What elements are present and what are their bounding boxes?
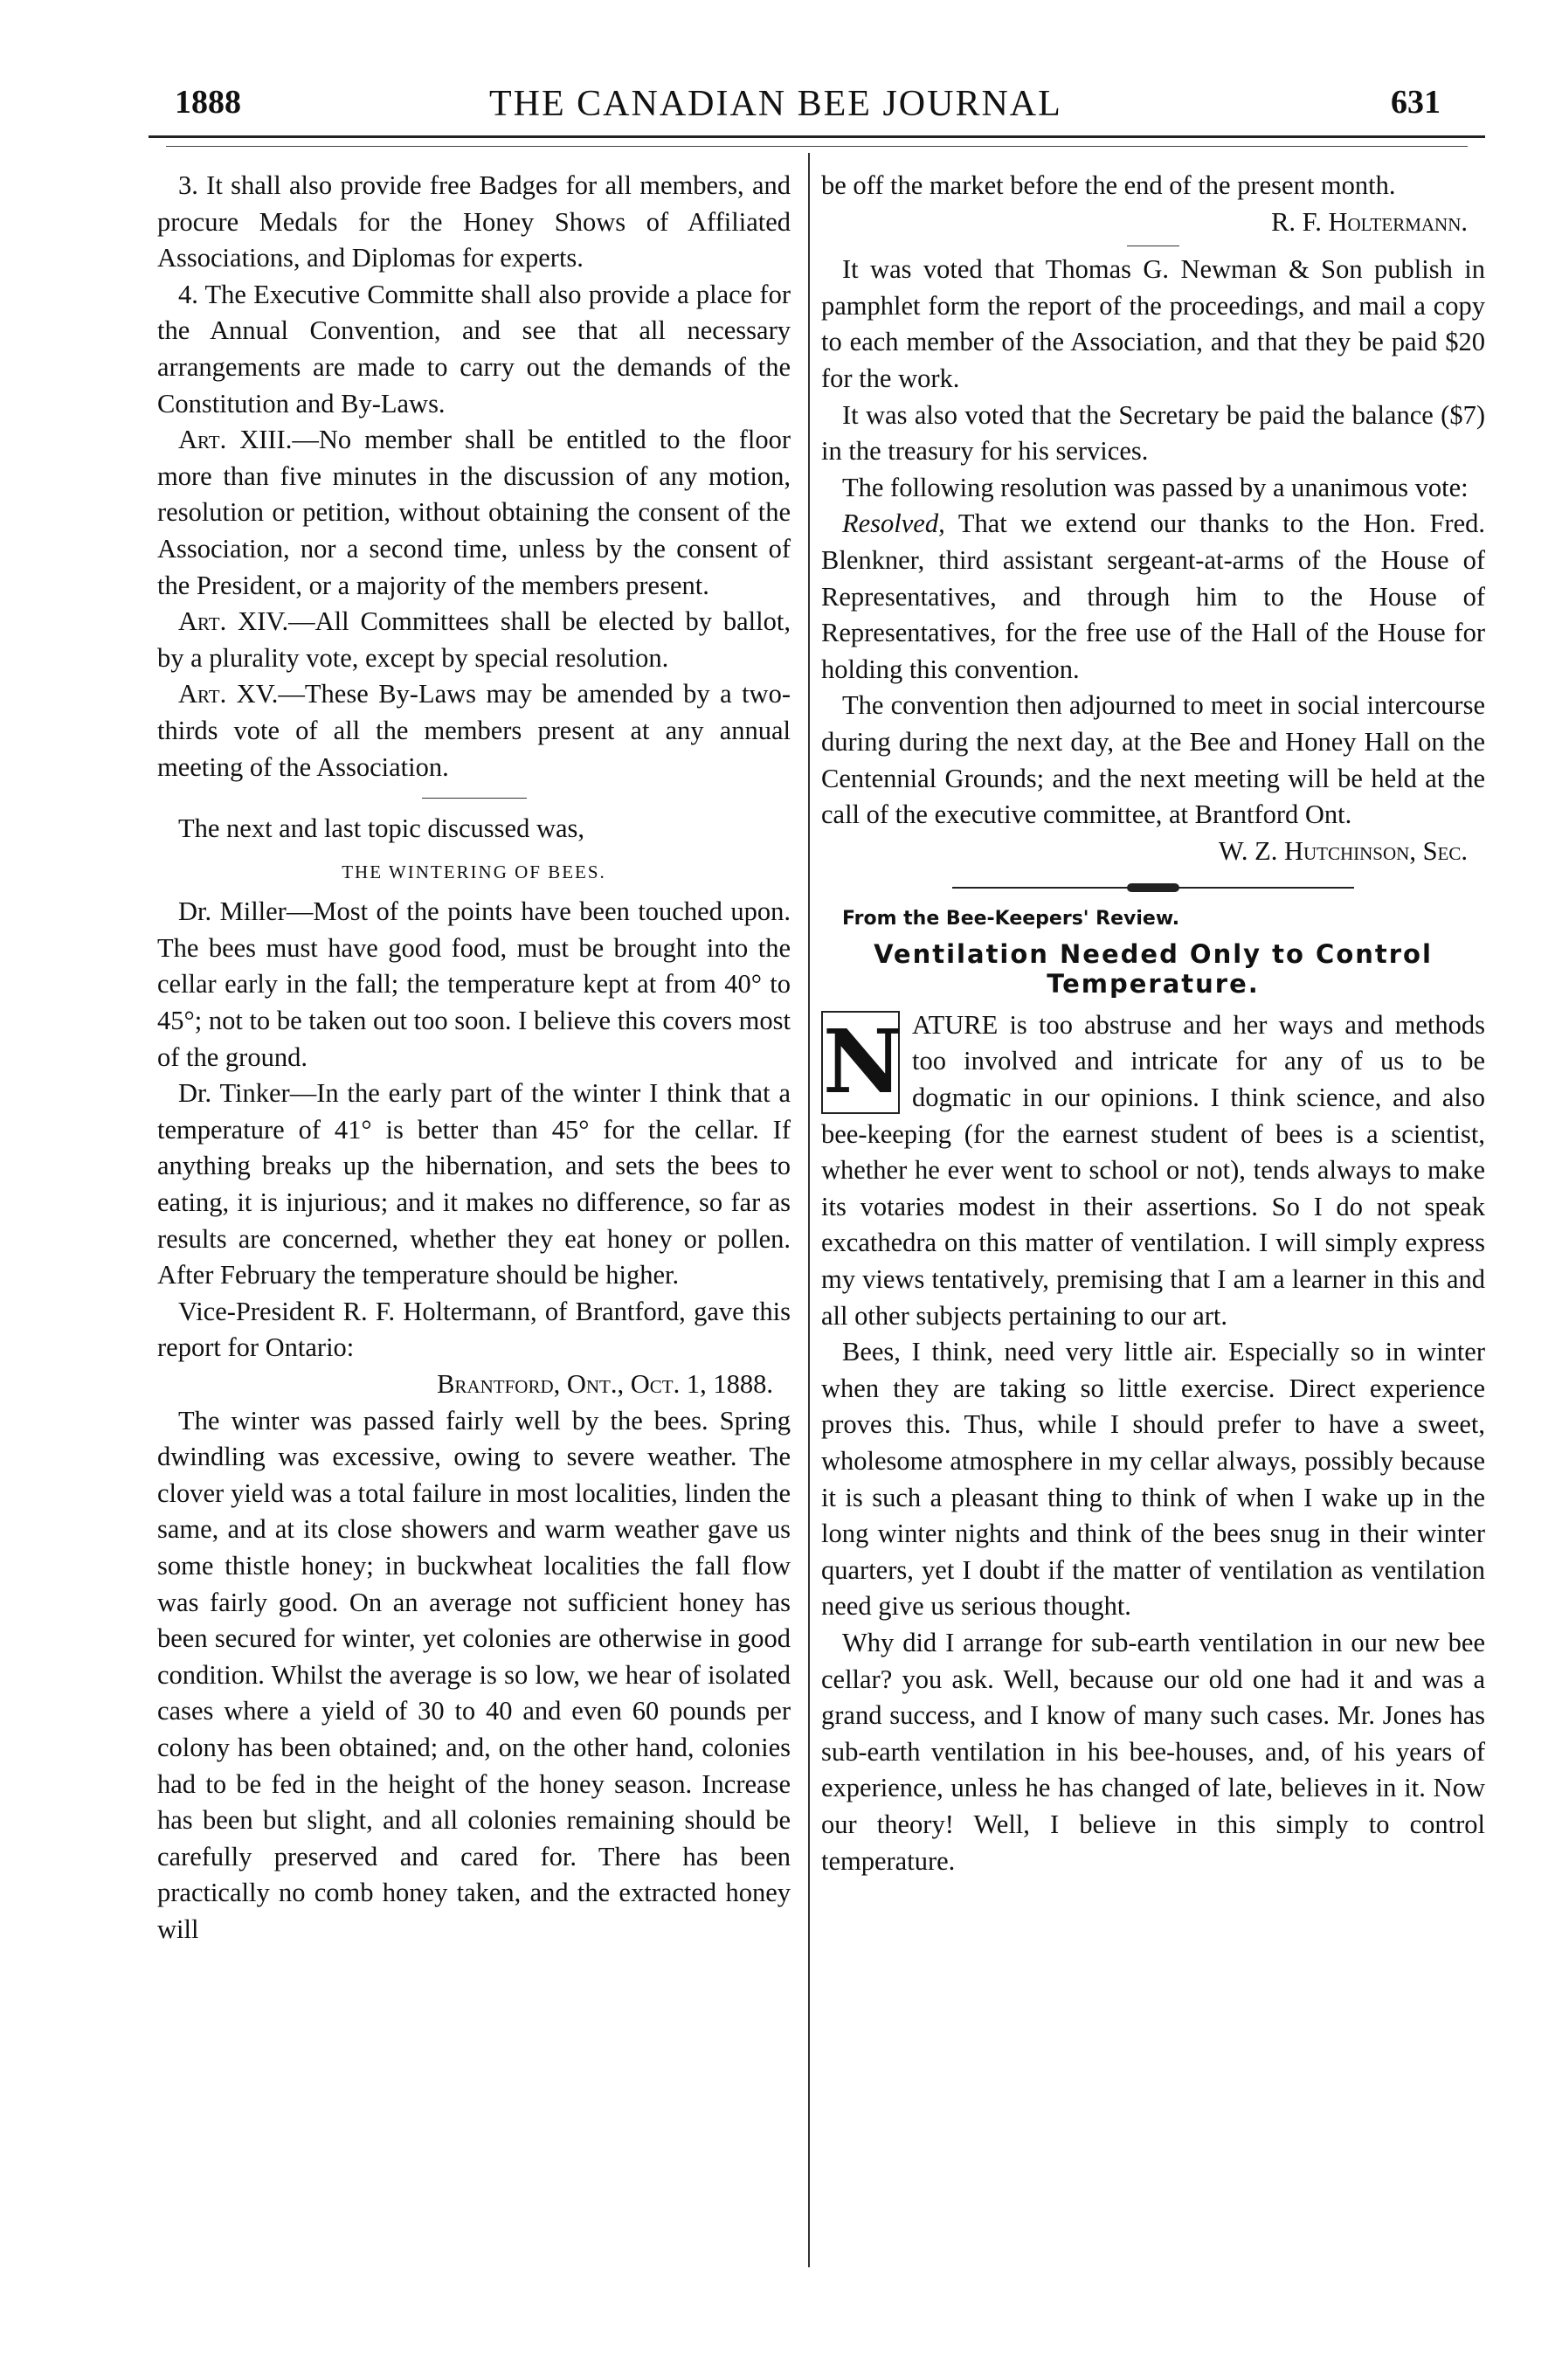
miller-paragraph: Dr. Miller—Most of the points have been touched upon. The bees must have good food, must be brought into the cellar early in the fall; the temperature kept at from 40° to 45°; not to be taken out too soon. I believe this covers most of the ground. <box>157 896 791 1072</box>
adjourned-paragraph: The convention then adjourned to meet in social intercourse during during the next day, at the Bee and Honey Hall on the Centennial Grounds; and the next meeting will be held at the call of the executive committee, at Brantford Ont. <box>821 690 1485 830</box>
section-rule <box>422 798 527 799</box>
wintering-heading: THE WINTERING OF BEES. <box>342 861 606 882</box>
article-13 <box>157 422 791 604</box>
header-rule-thin <box>166 146 1468 147</box>
vice-president-paragraph: Vice-President R. F. Holtermann, of Brantford, gave this report for Ontario: <box>157 1296 791 1363</box>
article-13-label: Art. XIII. <box>178 425 293 455</box>
right-column <box>821 168 1485 1879</box>
signature-hutchinson: W. Z. Hutchinson, Sec. <box>1218 835 1468 866</box>
bees-air-paragraph: Bees, I think, need very little air. Especially so in winter when they are taking so little exercise. Direct experience proves this. Thus, while I should prefer to have a sweet, wholesome atmosphere in my cellar always, possibly because it is such a pleasant thing to think of when I wake up in the long winter nights and think of the bees snug in their winter quarters, yet I doubt if the matter of ventilation as ventilation need give us serious thought. <box>821 1337 1485 1622</box>
resolved-label: Resolved, <box>842 509 945 539</box>
article-title-line-2: Temperature. <box>1047 968 1260 999</box>
ontario-report-paragraph: The winter was passed fairly well by the bees. Spring dwindling was excessive, owing to severe weather. The clover yield was a total failure in most localities, linden the same, and at its close showers and warm weather gave us some thistle honey; in buckwheat localities the fall flow was fairly good. On an average not sufficient honey has been secured for winter, yet colonies are otherwise in good condition. Whilst the average is so low, we hear of isolated cases where a yield of 30 to 40 and even 60 pounds per colony has been obtained; and, on the other hand, colonies had to be fed in the height of the honey season. Increase has been but slight, and all colonies remaining should be carefully preserved and cared for. There has been practically no comb honey taken, and the extracted honey will <box>157 1405 791 1944</box>
header-year: 1888 <box>175 84 241 121</box>
tinker-paragraph: Dr. Tinker—In the early part of the winter I think that a temperature of 41° is better than 45° for the cellar. If anything breaks up the hibernation, and sets the bees to eating, it is injurious; and it makes no difference, so far as results are concerned, whether they eat honey or pollen. After February the temperature should be higher. <box>157 1078 791 1290</box>
header-rule <box>149 135 1485 138</box>
article-15-text: —These By-Laws may be amended by a two-thirds vote of all the members present at any annual meeting of the Association. <box>157 679 791 782</box>
nature-paragraph: ATURE is too abstruse and her ways and methods too involved and intricate for any of us to be dogmatic in our opinions. I think science, and also bee-keeping (for the earnest student of bees is a scientist, whether he ever went to school or not), tends always to make its votaries modest in their assertions. So I do not speak excathedra on this matter of ventilation. I will simply express my views tentatively, premising that I am a learner in this and all other subjects pertaining to our art. <box>821 1009 1485 1331</box>
signature-holtermann: R. F. Holtermann. <box>1271 206 1468 237</box>
column-divider <box>808 153 810 2267</box>
article-14-label: Art. XIV. <box>178 606 289 637</box>
source-line: From the Bee-Keepers' Review. <box>842 908 1180 931</box>
secretary-paragraph: It was also voted that the Secretary be paid the balance ($7) in the treasury for his services. <box>821 399 1485 467</box>
drop-cap: N <box>823 1009 903 1113</box>
resolved-text: That we extend our thanks to the Hon. Fred. Blenkner, third assistant sergeant-at-arms of the House of Representatives, and through him to the House of Representatives, for the free use of the Hall of the House for holding this convention. <box>821 509 1485 684</box>
article-title <box>821 939 1485 999</box>
next-topic-line: The next and last topic discussed was, <box>178 813 585 844</box>
article-opening <box>821 1007 1485 1334</box>
article-15-label: Art. XV. <box>178 679 279 709</box>
ornamental-rule <box>952 883 1354 892</box>
bylaw-paragraph-4: 4. The Executive Committe shall also provide a place for the Annual Convention, and see that all necessary arrangements are made to carry out the demands of the Constitution and By-Laws. <box>157 279 791 419</box>
resolution-intro: The following resolution was passed by a unanimous vote: <box>842 472 1469 502</box>
bylaw-paragraph-3: 3. It shall also provide free Badges for all members, and procure Medals for the Honey Shows of Affiliated Associations, and Diplomas for experts. <box>157 170 791 273</box>
sub-earth-paragraph: Why did I arrange for sub-earth ventilation in our new bee cellar? you ask. Well, because our old one had it and was a grand success, and I know of many such cases. Mr. Jones has sub-earth ventilation in his bee-houses, and, of his years of experience, unless he has changed of late, believes in it. Now our theory! Well, I believe in this simply to control temperature. <box>821 1627 1485 1876</box>
report-dateline: Brantford, Ont., Oct. 1, 1888. <box>437 1369 773 1399</box>
header-page-number: 631 <box>1391 84 1441 121</box>
article-14 <box>157 604 791 676</box>
left-column <box>157 168 791 1948</box>
article-13-text: —No member shall be entitled to the floor more than five minutes in the discussion of any motion, resolution or petition, without obtaining the consent of the Association, nor a second time, unless by the consent of the President, or a majority of the members present. <box>157 425 791 600</box>
article-14-text: —All Committees shall be elected by ballot, by a plurality vote, except by special resolution. <box>157 606 791 673</box>
resolved-paragraph <box>821 506 1485 688</box>
article-title-line-1: Ventilation Needed Only to Control <box>874 938 1433 969</box>
newman-paragraph: It was voted that Thomas G. Newman & Son publish in pamphlet form the report of the proceedings, and mail a copy to each member of the Association, and that they be paid $20 for the work. <box>821 254 1485 393</box>
report-continuation: be off the market before the end of the present month. <box>821 170 1396 200</box>
header-title: THE CANADIAN BEE JOURNAL <box>489 84 1062 124</box>
article-15 <box>157 676 791 785</box>
